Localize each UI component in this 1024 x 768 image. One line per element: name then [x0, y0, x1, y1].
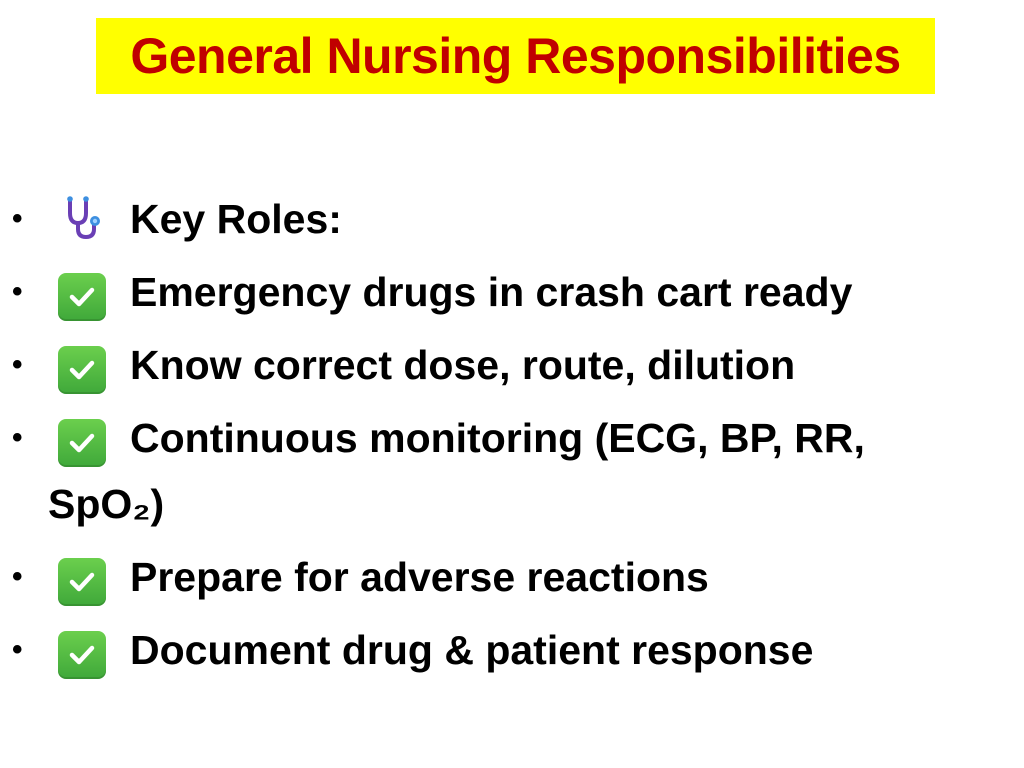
bullet-text: Emergency drugs in crash cart ready [130, 269, 853, 315]
bullet-item-adverse-reactions [0, 544, 928, 610]
bullet-dot: • [12, 348, 23, 381]
bullet-list [0, 186, 1024, 690]
bullet-item-emergency-drugs [0, 259, 928, 325]
bullet-item-document [0, 617, 928, 683]
bullet-dot: • [12, 633, 23, 666]
stethoscope-icon [58, 193, 106, 241]
bullet-dot: • [12, 421, 23, 454]
bullet-text: Document drug & patient response [130, 627, 814, 673]
slide-title: General Nursing Responsibilities [96, 18, 935, 94]
bullet-item-key-roles [0, 186, 928, 252]
bullet-dot: • [12, 275, 23, 308]
bullet-text: Know correct dose, route, dilution [130, 342, 796, 388]
check-mark-button-icon [58, 273, 106, 321]
bullet-dot: • [12, 560, 23, 593]
check-mark-button-icon [58, 419, 106, 467]
bullet-text: Prepare for adverse reactions [130, 554, 709, 600]
bullet-text: Key Roles: [130, 196, 342, 242]
check-mark-button-icon [58, 558, 106, 606]
bullet-item-dose-route [0, 332, 928, 398]
bullet-dot: • [12, 202, 23, 235]
bullet-item-monitoring [0, 405, 928, 537]
bullet-text: Continuous monitoring (ECG, BP, RR, SpO₂) [48, 415, 865, 527]
check-mark-button-icon [58, 631, 106, 679]
check-mark-button-icon [58, 346, 106, 394]
